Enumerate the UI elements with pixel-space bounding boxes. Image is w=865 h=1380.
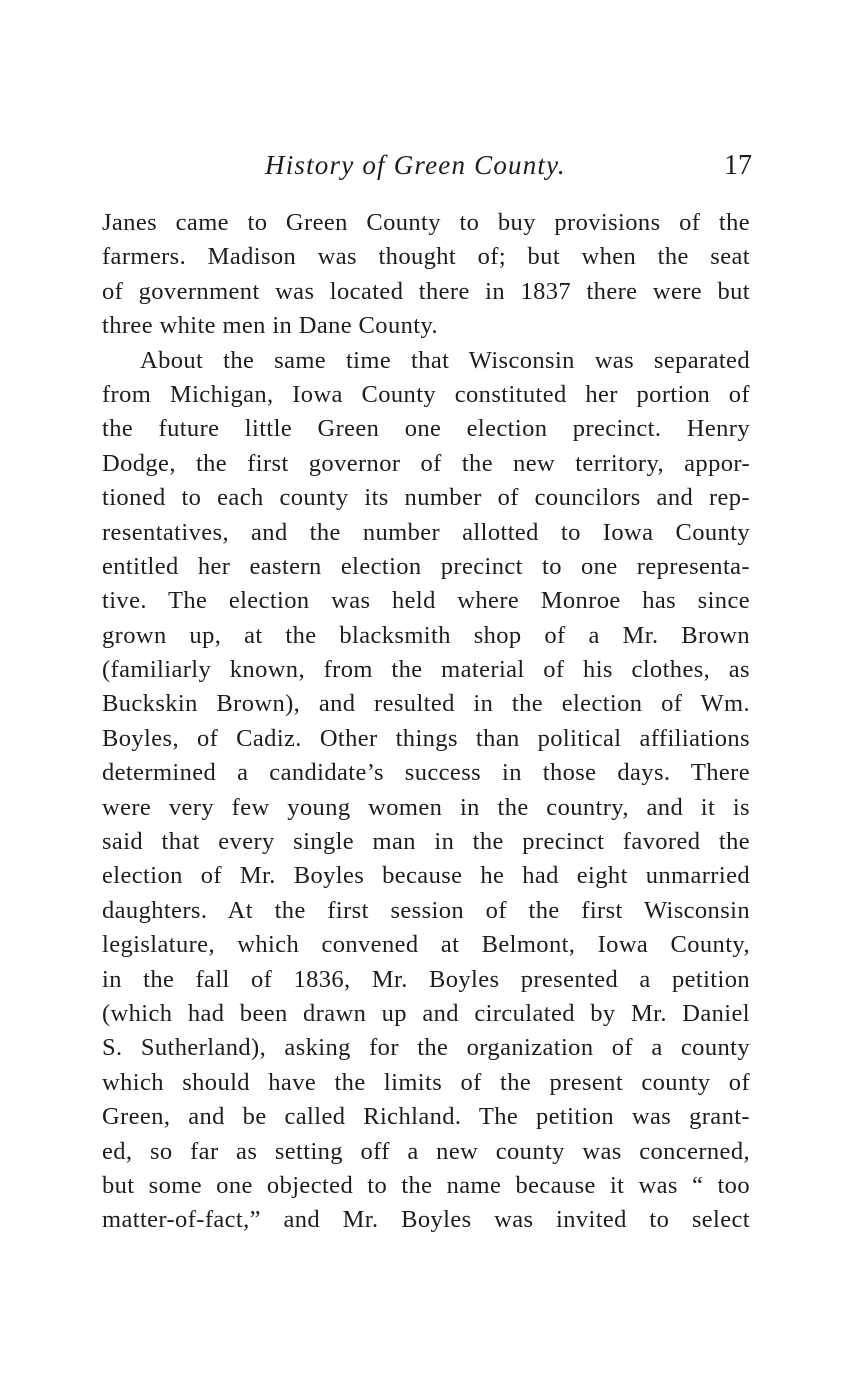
text-line: from Michigan, Iowa County constituted her portion of	[102, 380, 750, 408]
text-line: Dodge, the first governor of the new territory, appor-	[102, 449, 750, 477]
text-line: Green, and be called Richland. The petition was grant-	[102, 1103, 750, 1131]
text-line: tive. The election was held where Monroe has since	[102, 587, 750, 615]
text-line: Buckskin Brown), and resulted in the election of Wm.	[102, 690, 750, 718]
text-line: but some one objected to the name because it was “ too	[102, 1171, 750, 1199]
text-line: (which had been drawn up and circulated by Mr. Daniel	[102, 999, 750, 1027]
text-line: legislature, which convened at Belmont, Iowa County,	[102, 931, 750, 959]
text-line: entitled her eastern election precinct to one representa-	[102, 552, 750, 580]
text-line: About the same time that Wisconsin was separated	[140, 346, 750, 374]
text-line: ed, so far as setting off a new county was concerned,	[102, 1137, 750, 1165]
text-line: three white men in Dane County.	[102, 312, 439, 340]
text-line: the future little Green one election precinct. Henry	[102, 415, 750, 443]
text-line: daughters. At the first session of the first Wisconsin	[102, 896, 750, 924]
running-title: History of Green County.	[265, 150, 566, 180]
text-line: of government was located there in 1837 there were but	[102, 277, 750, 305]
text-line: matter-of-fact,” and Mr. Boyles was invited to select	[102, 1206, 750, 1234]
text-line: election of Mr. Boyles because he had eight unmarried	[102, 862, 750, 890]
text-line: which should have the limits of the present county of	[102, 1068, 750, 1096]
text-line: grown up, at the blacksmith shop of a Mr. Brown	[102, 621, 750, 649]
text-line: said that every single man in the precinct favored the	[102, 828, 750, 856]
body-text	[102, 206, 750, 1238]
text-line: (familiarly known, from the material of his clothes, as	[102, 656, 750, 684]
text-line: Boyles, of Cadiz. Other things than political affiliations	[102, 724, 750, 752]
text-line: Janes came to Green County to buy provisions of the	[102, 209, 750, 236]
text-line: were very few young women in the country, and it is	[102, 793, 750, 821]
text-line: determined a candidate’s success in those days. There	[102, 759, 750, 787]
running-head	[0, 150, 865, 190]
text-line: tioned to each county its number of councilors and rep-	[102, 484, 750, 512]
text-line: resentatives, and the number allotted to Iowa County	[102, 518, 750, 546]
page-number: 17	[724, 150, 752, 181]
text-line: in the fall of 1836, Mr. Boyles presented a petition	[102, 965, 750, 993]
text-line: S. Sutherland), asking for the organization of a county	[102, 1034, 750, 1062]
text-line: farmers. Madison was thought of; but when the seat	[102, 243, 750, 271]
